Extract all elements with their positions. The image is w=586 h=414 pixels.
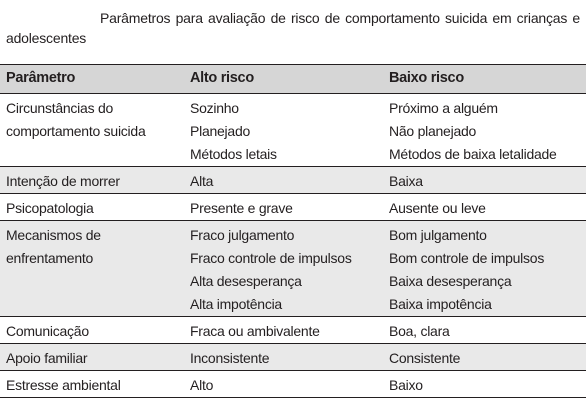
cell-line: Alto (190, 377, 214, 393)
cell-line: Estresse ambiental (6, 377, 121, 393)
cell-alto-risco (190, 374, 380, 397)
cell-alto-risco (190, 224, 380, 316)
table-row (0, 94, 586, 167)
risk-table (0, 64, 586, 398)
cell-line: Circunstâncias do (6, 100, 114, 116)
cell-line: Intenção de morrer (6, 173, 120, 189)
cell-parametro (6, 224, 181, 270)
header-alto-risco: Alto risco (190, 70, 254, 86)
table-caption: Parâmetros para avaliação de risco de comportamento suicida em crianças e adolescentes (6, 10, 580, 46)
cell-alto-risco (190, 170, 380, 193)
cell-line: Bom julgamento (389, 227, 487, 243)
cell-line: Psicopatologia (6, 200, 94, 216)
cell-line: Boa, clara (389, 323, 450, 339)
cell-line: Baixa (389, 173, 423, 189)
cell-line: Métodos de baixa letalidade (389, 146, 557, 162)
cell-line: Alta (190, 173, 214, 189)
cell-baixo-risco (389, 197, 584, 220)
cell-line: Consistente (389, 350, 461, 366)
cell-parametro (6, 347, 181, 370)
cell-line: comportamento suicida (6, 123, 146, 139)
cell-line: Alta impotência (190, 296, 282, 312)
cell-baixo-risco (389, 347, 584, 370)
cell-line: Baixo (389, 377, 423, 393)
table-header (0, 64, 586, 94)
cell-line: Fraco controle de impulsos (190, 250, 352, 266)
cell-alto-risco (190, 197, 380, 220)
header-baixo-risco: Baixo risco (389, 70, 464, 86)
cell-parametro (6, 197, 181, 220)
cell-line: Baixa desesperança (389, 273, 512, 289)
table-row (0, 167, 586, 194)
cell-line: Fraco julgamento (190, 227, 295, 243)
cell-line: Métodos letais (190, 146, 277, 162)
cell-line: Presente e grave (190, 200, 293, 216)
cell-line: Ausente ou leve (389, 200, 486, 216)
table-row (0, 371, 586, 398)
table-row (0, 221, 586, 317)
cell-line: Fraca ou ambivalente (190, 323, 320, 339)
cell-line: Inconsistente (190, 350, 270, 366)
cell-line: Comunicação (6, 323, 89, 339)
cell-line: Apoio familiar (6, 350, 88, 366)
cell-line: Planejado (190, 123, 251, 139)
cell-line: Bom controle de impulsos (389, 250, 545, 266)
cell-parametro (6, 97, 181, 143)
cell-line: Próximo a alguém (389, 100, 498, 116)
cell-line: Alta desesperança (190, 273, 302, 289)
cell-line: Baixa impotência (389, 296, 492, 312)
table-row (0, 194, 586, 221)
header-parametro: Parâmetro (6, 70, 76, 86)
table-row (0, 344, 586, 371)
cell-baixo-risco (389, 170, 584, 193)
cell-parametro (6, 170, 181, 193)
cell-baixo-risco (389, 224, 584, 316)
table-row (0, 317, 586, 344)
cell-parametro (6, 374, 181, 397)
table-body (0, 94, 586, 398)
cell-line: Sozinho (190, 100, 239, 116)
cell-baixo-risco (389, 97, 584, 166)
cell-alto-risco (190, 347, 380, 370)
cell-line: Não planejado (389, 123, 477, 139)
cell-baixo-risco (389, 320, 584, 343)
cell-alto-risco (190, 97, 380, 166)
cell-line: enfrentamento (6, 250, 94, 266)
cell-line: Mecanismos de (6, 227, 101, 243)
cell-parametro (6, 320, 181, 343)
cell-baixo-risco (389, 374, 584, 397)
cell-alto-risco (190, 320, 380, 343)
